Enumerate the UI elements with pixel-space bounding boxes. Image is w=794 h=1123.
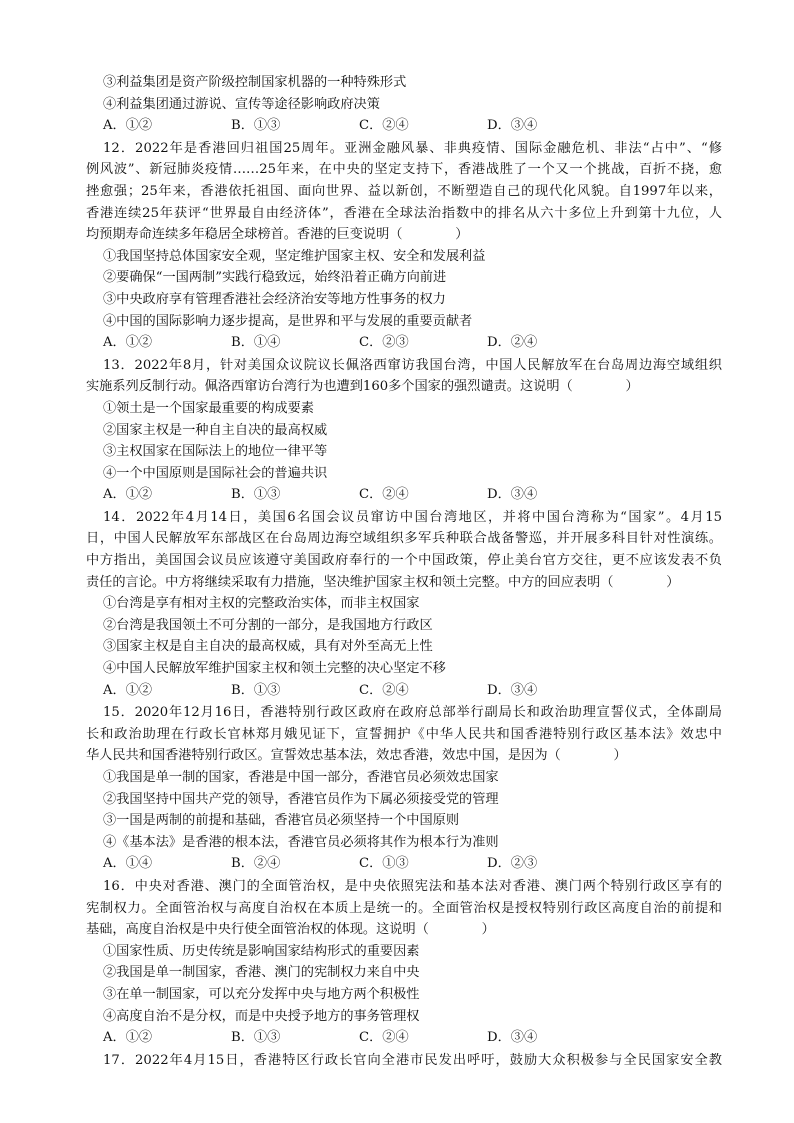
- question-stem-line: 责任的言论。中方将继续采取有力措施，坚决维护国家主权和领土完整。中方的回应表明（ ）: [86, 574, 680, 590]
- choice-a: A．①②: [103, 487, 153, 503]
- option-line: ④《基本法》是香港的根本法，香港官员必须将其作为根本行为准则: [103, 834, 499, 850]
- question-stem-line: 均预期寿命连续多年稳居全球榜首。香港的巨变说明（ ）: [86, 227, 469, 243]
- question-16: [86, 876, 722, 1049]
- choice-a: A．①②: [103, 118, 153, 134]
- choice-d: D．②④: [487, 335, 538, 351]
- answer-choices: [86, 680, 722, 702]
- choice-d: D．③④: [487, 487, 538, 503]
- option-line: ②我国是单一制国家，香港、澳门的宪制权力来自中央: [103, 965, 420, 981]
- option-line: ③一国是两制的前提和基础，香港官员必须坚持一个中国原则: [103, 813, 460, 829]
- option-line: ③国家主权是自主自决的最高权威，具有对外至高无上性: [103, 639, 433, 655]
- question-14: [86, 507, 722, 701]
- option-line: ④一个中国原则是国际社会的普遍共识: [103, 465, 328, 481]
- choice-c: C．②④: [359, 118, 409, 134]
- question-stem-line: 香港连续25年获评“世界最自由经济体”，香港在全球法治指数中的排名从六十多位上升到第十九位，人: [86, 205, 722, 221]
- option-line: ①我国是单一制的国家，香港是中国一部分，香港官员必须效忠国家: [103, 770, 499, 785]
- choice-c: C．①③: [359, 856, 409, 872]
- answer-choices: [86, 484, 722, 506]
- question-stem-line: 中方指出，美国国会议员应该遵守美国政府奉行的一个中国政策，停止美台官方交往，更不应该发表不负: [86, 553, 722, 569]
- question-11-tail: [86, 72, 722, 137]
- question-stem-line: 日，中国人民解放军东部战区在台岛周边海空域组织多军兵种联合战备警巡，并开展多科目针对性演练。: [86, 531, 722, 547]
- question-stem-line: 例风波”、新冠肺炎疫情……25年来，在中央的坚定支持下，香港战胜了一个又一个挑战，百折不挠，愈: [86, 162, 722, 178]
- choice-c: C．②④: [359, 1030, 409, 1046]
- choice-d: D．③④: [487, 1030, 538, 1046]
- choice-c: C．②④: [359, 682, 409, 698]
- question-stem-line: 挫愈强；25年来，香港依托祖国、面向世界、益以新创，不断塑造自己的现代化风貌。自1997年以来，: [86, 183, 722, 199]
- answer-choices: [86, 1027, 722, 1049]
- option-line: ③中央政府享有管理香港社会经济治安等地方性事务的权力: [103, 291, 446, 307]
- option-line: ②台湾是我国领土不可分割的一部分，是我国地方行政区: [103, 617, 433, 633]
- question-stem-line: 华人民共和国香港特别行政区。宣誓效忠基本法，效忠香港，效忠中国，是因为（ ）: [86, 748, 627, 764]
- question-stem-line: 宪制权力。全面管治权与高度自治权在本质上是统一的。全面管治权是授权特别行政区高度自治的前提和: [86, 900, 722, 916]
- option-line: ④中国人民解放军维护国家主权和领土完整的决心坚定不移: [103, 661, 446, 677]
- option-line: ③利益集团是资产阶级控制国家机器的一种特殊形式: [103, 75, 407, 90]
- choice-c: C．②③: [359, 335, 409, 351]
- question-stem-line: 实施系列反制行动。佩洛西窜访台湾行为也遭到160多个国家的强烈谴责。这说明（ ）: [86, 379, 639, 395]
- option-line: ②我国坚持中国共产党的领导，香港官员作为下属必须接受党的管理: [103, 791, 499, 807]
- question-stem-line: 17．2022年4月15日，香港特区行政长官向全港市民发出呼吁，鼓励大众积极参与全民国家安全教: [103, 1052, 722, 1068]
- option-line: ①领土是一个国家最重要的构成要素: [103, 400, 314, 416]
- exam-content: [86, 72, 722, 1071]
- question-stem-line: 16．中央对香港、澳门的全面管治权，是中央依照宪法和基本法对香港、澳门两个特别行政区享有的: [103, 878, 722, 894]
- question-stem-line: 长和政治助理在行政长官林郑月娥见证下，宣誓拥护《中华人民共和国香港特别行政区基本法》效忠中: [86, 726, 722, 742]
- option-line: ④利益集团通过游说、宣传等途径影响政府决策: [103, 96, 380, 112]
- option-line: ①我国坚持总体国家安全观，坚定维护国家主权、安全和发展利益: [103, 248, 486, 264]
- question-stem-line: 12．2022年是香港回归祖国25周年。亚洲金融风暴、非典疫情、国际金融危机、非法“占中”、“修: [103, 140, 722, 156]
- answer-choices: [86, 853, 722, 875]
- question-stem-line: 13．2022年8月，针对美国众议院议长佩洛西窜访我国台湾，中国人民解放军在台岛周边海空域组织: [103, 357, 722, 373]
- choice-d: D．③④: [487, 682, 538, 698]
- question-12: [86, 138, 722, 354]
- question-stem-line: 15．2020年12月16日，香港特别行政区政府在政府总部举行副局长和政治助理宣誓仪式，全体副局: [103, 705, 722, 721]
- choice-b: B．①③: [231, 118, 281, 134]
- option-line: ③主权国家在国际法上的地位一律平等: [103, 444, 328, 460]
- option-line: ①国家性质、历史传统是影响国家结构形式的重要因素: [103, 943, 420, 959]
- choice-b: B．①③: [231, 1030, 281, 1046]
- option-line: ②要确保“一国两制”实践行稳致远，始终沿着正确方向前进: [103, 270, 447, 286]
- choice-d: D．②③: [487, 856, 538, 872]
- choice-a: A．①②: [103, 682, 153, 698]
- choice-a: A．①②: [103, 335, 153, 351]
- question-stem-line: 基础，高度自治权是中央行使全面管治权的体现。这说明（ ）: [86, 922, 495, 938]
- choice-b: B．①④: [231, 335, 281, 351]
- choice-a: A．①②: [103, 1030, 153, 1046]
- choice-b: B．①③: [231, 682, 281, 698]
- question-13: [86, 355, 722, 506]
- question-17: [86, 1050, 722, 1072]
- question-15: [86, 702, 722, 875]
- answer-choices: [86, 115, 722, 137]
- question-stem-line: 14．2022年4月14日，美国6名国会议员窜访中国台湾地区，并将中国台湾称为“国家”。4月15: [103, 509, 722, 525]
- choice-d: D．③④: [487, 118, 538, 134]
- answer-choices: [86, 332, 722, 354]
- choice-b: B．②④: [231, 856, 281, 872]
- option-line: ④中国的国际影响力逐步提高，是世界和平与发展的重要贡献者: [103, 313, 473, 329]
- option-line: ③在单一制国家，可以充分发挥中央与地方两个积极性: [103, 986, 420, 1002]
- choice-b: B．①③: [231, 487, 281, 503]
- choice-a: A．①④: [103, 856, 153, 872]
- choice-c: C．②④: [359, 487, 409, 503]
- option-line: ④高度自治不是分权，而是中央授予地方的事务管理权: [103, 1008, 420, 1024]
- option-line: ①台湾是享有相对主权的完整政治实体，而非主权国家: [103, 596, 420, 612]
- option-line: ②国家主权是一种自主自决的最高权威: [103, 422, 328, 438]
